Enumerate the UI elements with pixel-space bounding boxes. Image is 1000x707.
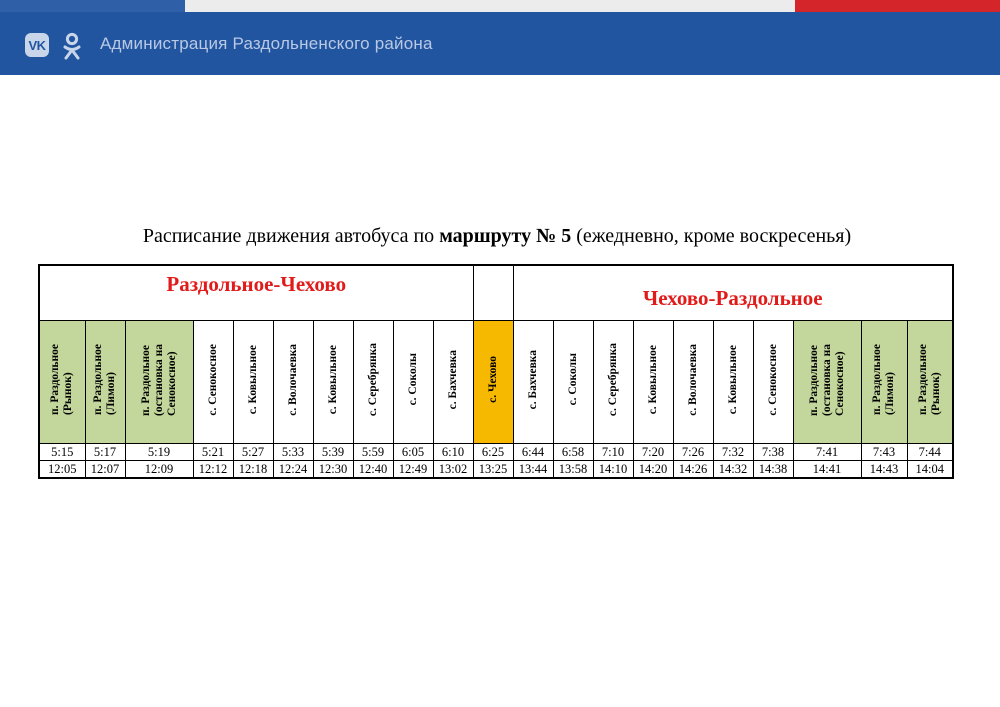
time-cell: 14:43 [861, 461, 907, 479]
stop-name: с. Волочаевка [686, 343, 699, 416]
stop-name: с. Ковыльное [246, 344, 259, 415]
stop-name: с. Ковыльное [326, 344, 339, 415]
time-cell: 12:09 [125, 461, 193, 479]
time-cell: 12:07 [85, 461, 125, 479]
direction-center [473, 265, 513, 321]
time-cell: 7:41 [793, 444, 861, 461]
stop-cell [473, 321, 513, 444]
time-cell: 13:58 [553, 461, 593, 479]
time-cell: 5:15 [39, 444, 85, 461]
stop-name: п. Раздольное (Рынок) [916, 344, 942, 415]
time-cell: 12:05 [39, 461, 85, 479]
stripe-blue [0, 0, 185, 12]
time-cell: 12:24 [273, 461, 313, 479]
time-cell: 7:38 [753, 444, 793, 461]
time-cell: 14:32 [713, 461, 753, 479]
time-cell: 14:26 [673, 461, 713, 479]
stop-cell [593, 321, 633, 444]
schedule-title [0, 225, 994, 248]
stop-cell [313, 321, 353, 444]
stop-name: п. Раздольное (остановка на Сенокосное) [139, 343, 178, 416]
stop-name: с. Бахчевка [526, 349, 539, 410]
vk-icon[interactable]: VK [25, 33, 49, 57]
stop-cell [861, 321, 907, 444]
stop-name: с. Ковыльное [726, 344, 739, 415]
direction-left: Раздольное-Чехово [39, 265, 473, 321]
time-cell: 5:19 [125, 444, 193, 461]
time-cell: 12:12 [193, 461, 233, 479]
stop-cell [433, 321, 473, 444]
stop-cell [39, 321, 85, 444]
schedule-table [38, 264, 954, 479]
stop-cell [713, 321, 753, 444]
stop-cell [393, 321, 433, 444]
stop-cell [633, 321, 673, 444]
direction-right: Чехово-Раздольное [513, 265, 953, 321]
stripe-white [185, 0, 795, 12]
org-name[interactable]: Администрация Раздольненского района [100, 34, 433, 53]
time-cell: 5:17 [85, 444, 125, 461]
stop-cell [353, 321, 393, 444]
time-cell: 12:18 [233, 461, 273, 479]
stop-cell [233, 321, 273, 444]
stop-name: с. Соколы [406, 353, 419, 406]
time-cell: 14:38 [753, 461, 793, 479]
time-cell: 14:10 [593, 461, 633, 479]
time-cell: 6:25 [473, 444, 513, 461]
page-header [0, 12, 1000, 75]
stop-name: п. Раздольное (остановка на Сенокосное) [807, 343, 846, 416]
stop-name: с. Чехово [486, 356, 499, 403]
time-cell: 7:43 [861, 444, 907, 461]
times-row-morning [39, 444, 953, 461]
time-cell: 7:32 [713, 444, 753, 461]
time-cell: 6:44 [513, 444, 553, 461]
time-cell: 14:04 [907, 461, 953, 479]
time-cell: 5:27 [233, 444, 273, 461]
stop-cell [193, 321, 233, 444]
stop-name: п. Раздольное (Лимон) [92, 344, 117, 415]
time-cell: 7:26 [673, 444, 713, 461]
time-cell: 6:10 [433, 444, 473, 461]
odnoklassniki-icon[interactable] [62, 32, 82, 60]
direction-row [39, 265, 953, 321]
stop-cell [85, 321, 125, 444]
stop-name: с. Сенокосное [206, 343, 219, 416]
flag-stripe [0, 0, 1000, 12]
time-cell: 7:10 [593, 444, 633, 461]
time-cell: 5:39 [313, 444, 353, 461]
stop-name: с. Ковыльное [646, 344, 659, 415]
time-cell: 6:58 [553, 444, 593, 461]
time-cell: 14:20 [633, 461, 673, 479]
time-cell: 13:25 [473, 461, 513, 479]
title-suffix: (ежедневно, кроме воскресенья) [571, 225, 852, 247]
stops-row [39, 321, 953, 444]
time-cell: 7:44 [907, 444, 953, 461]
time-cell: 13:02 [433, 461, 473, 479]
stop-cell [907, 321, 953, 444]
stop-name: п. Раздольное (Лимон) [871, 344, 896, 415]
title-prefix: Расписание движения автобуса по [142, 225, 440, 247]
stop-cell [753, 321, 793, 444]
time-cell: 12:49 [393, 461, 433, 479]
stop-name: с. Волочаевка [286, 343, 299, 416]
time-cell: 13:44 [513, 461, 553, 479]
time-cell: 12:30 [313, 461, 353, 479]
time-cell: 5:21 [193, 444, 233, 461]
title-route: маршруту № 5 [439, 225, 572, 247]
stop-cell [125, 321, 193, 444]
time-cell: 5:59 [353, 444, 393, 461]
stop-cell [513, 321, 553, 444]
time-cell: 7:20 [633, 444, 673, 461]
stop-name: с. Серебрянка [366, 342, 379, 417]
stop-name: с. Сенокосное [766, 343, 779, 416]
stop-name: с. Серебрянка [606, 342, 619, 417]
stop-cell [673, 321, 713, 444]
stop-name: с. Бахчевка [446, 349, 459, 410]
times-row-midday [39, 461, 953, 479]
stop-name: с. Соколы [566, 353, 579, 406]
time-cell: 14:41 [793, 461, 861, 479]
stop-name: п. Раздольное (Рынок) [49, 344, 75, 415]
time-cell: 12:40 [353, 461, 393, 479]
time-cell: 5:33 [273, 444, 313, 461]
stripe-red [795, 0, 1000, 12]
stop-cell [553, 321, 593, 444]
stop-cell [793, 321, 861, 444]
time-cell: 6:05 [393, 444, 433, 461]
stop-cell [273, 321, 313, 444]
